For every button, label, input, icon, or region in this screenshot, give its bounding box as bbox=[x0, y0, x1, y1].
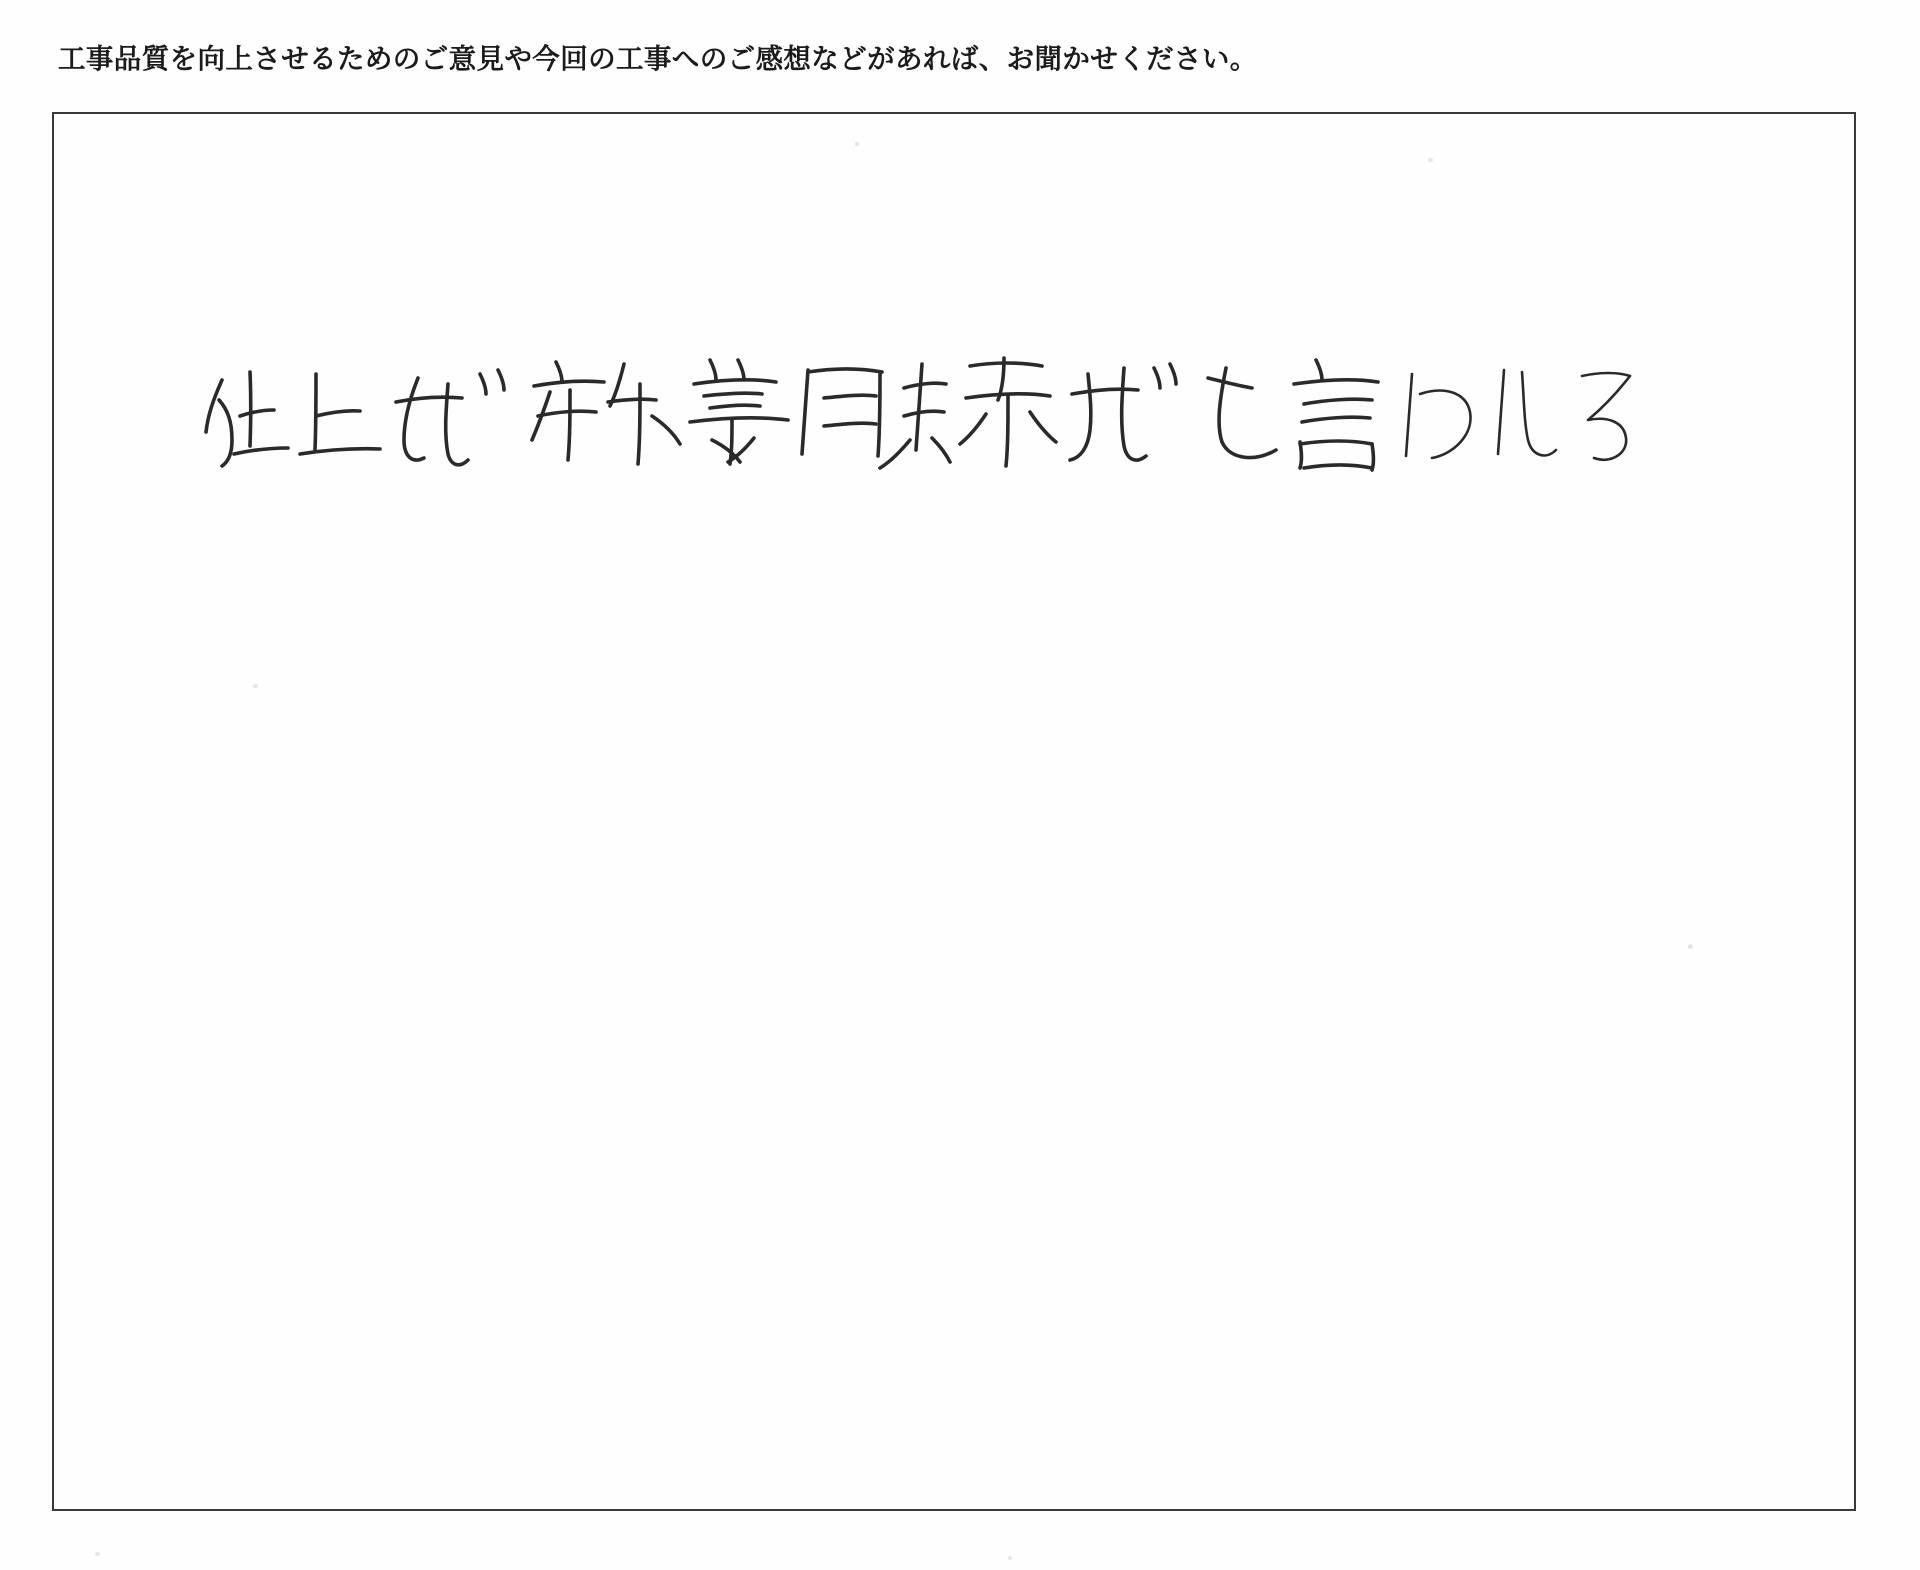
comment-answer-box[interactable] bbox=[52, 112, 1856, 1511]
handwritten-answer-transcription bbox=[54, 114, 55, 115]
scan-speckle bbox=[95, 1552, 100, 1556]
handwritten-answer bbox=[204, 354, 1634, 484]
question-label: 工事品質を向上させるためのご意見や今回の工事へのご感想などがあれば、お聞かせください。 bbox=[58, 43, 1258, 74]
scan-speckle bbox=[1008, 1556, 1012, 1560]
